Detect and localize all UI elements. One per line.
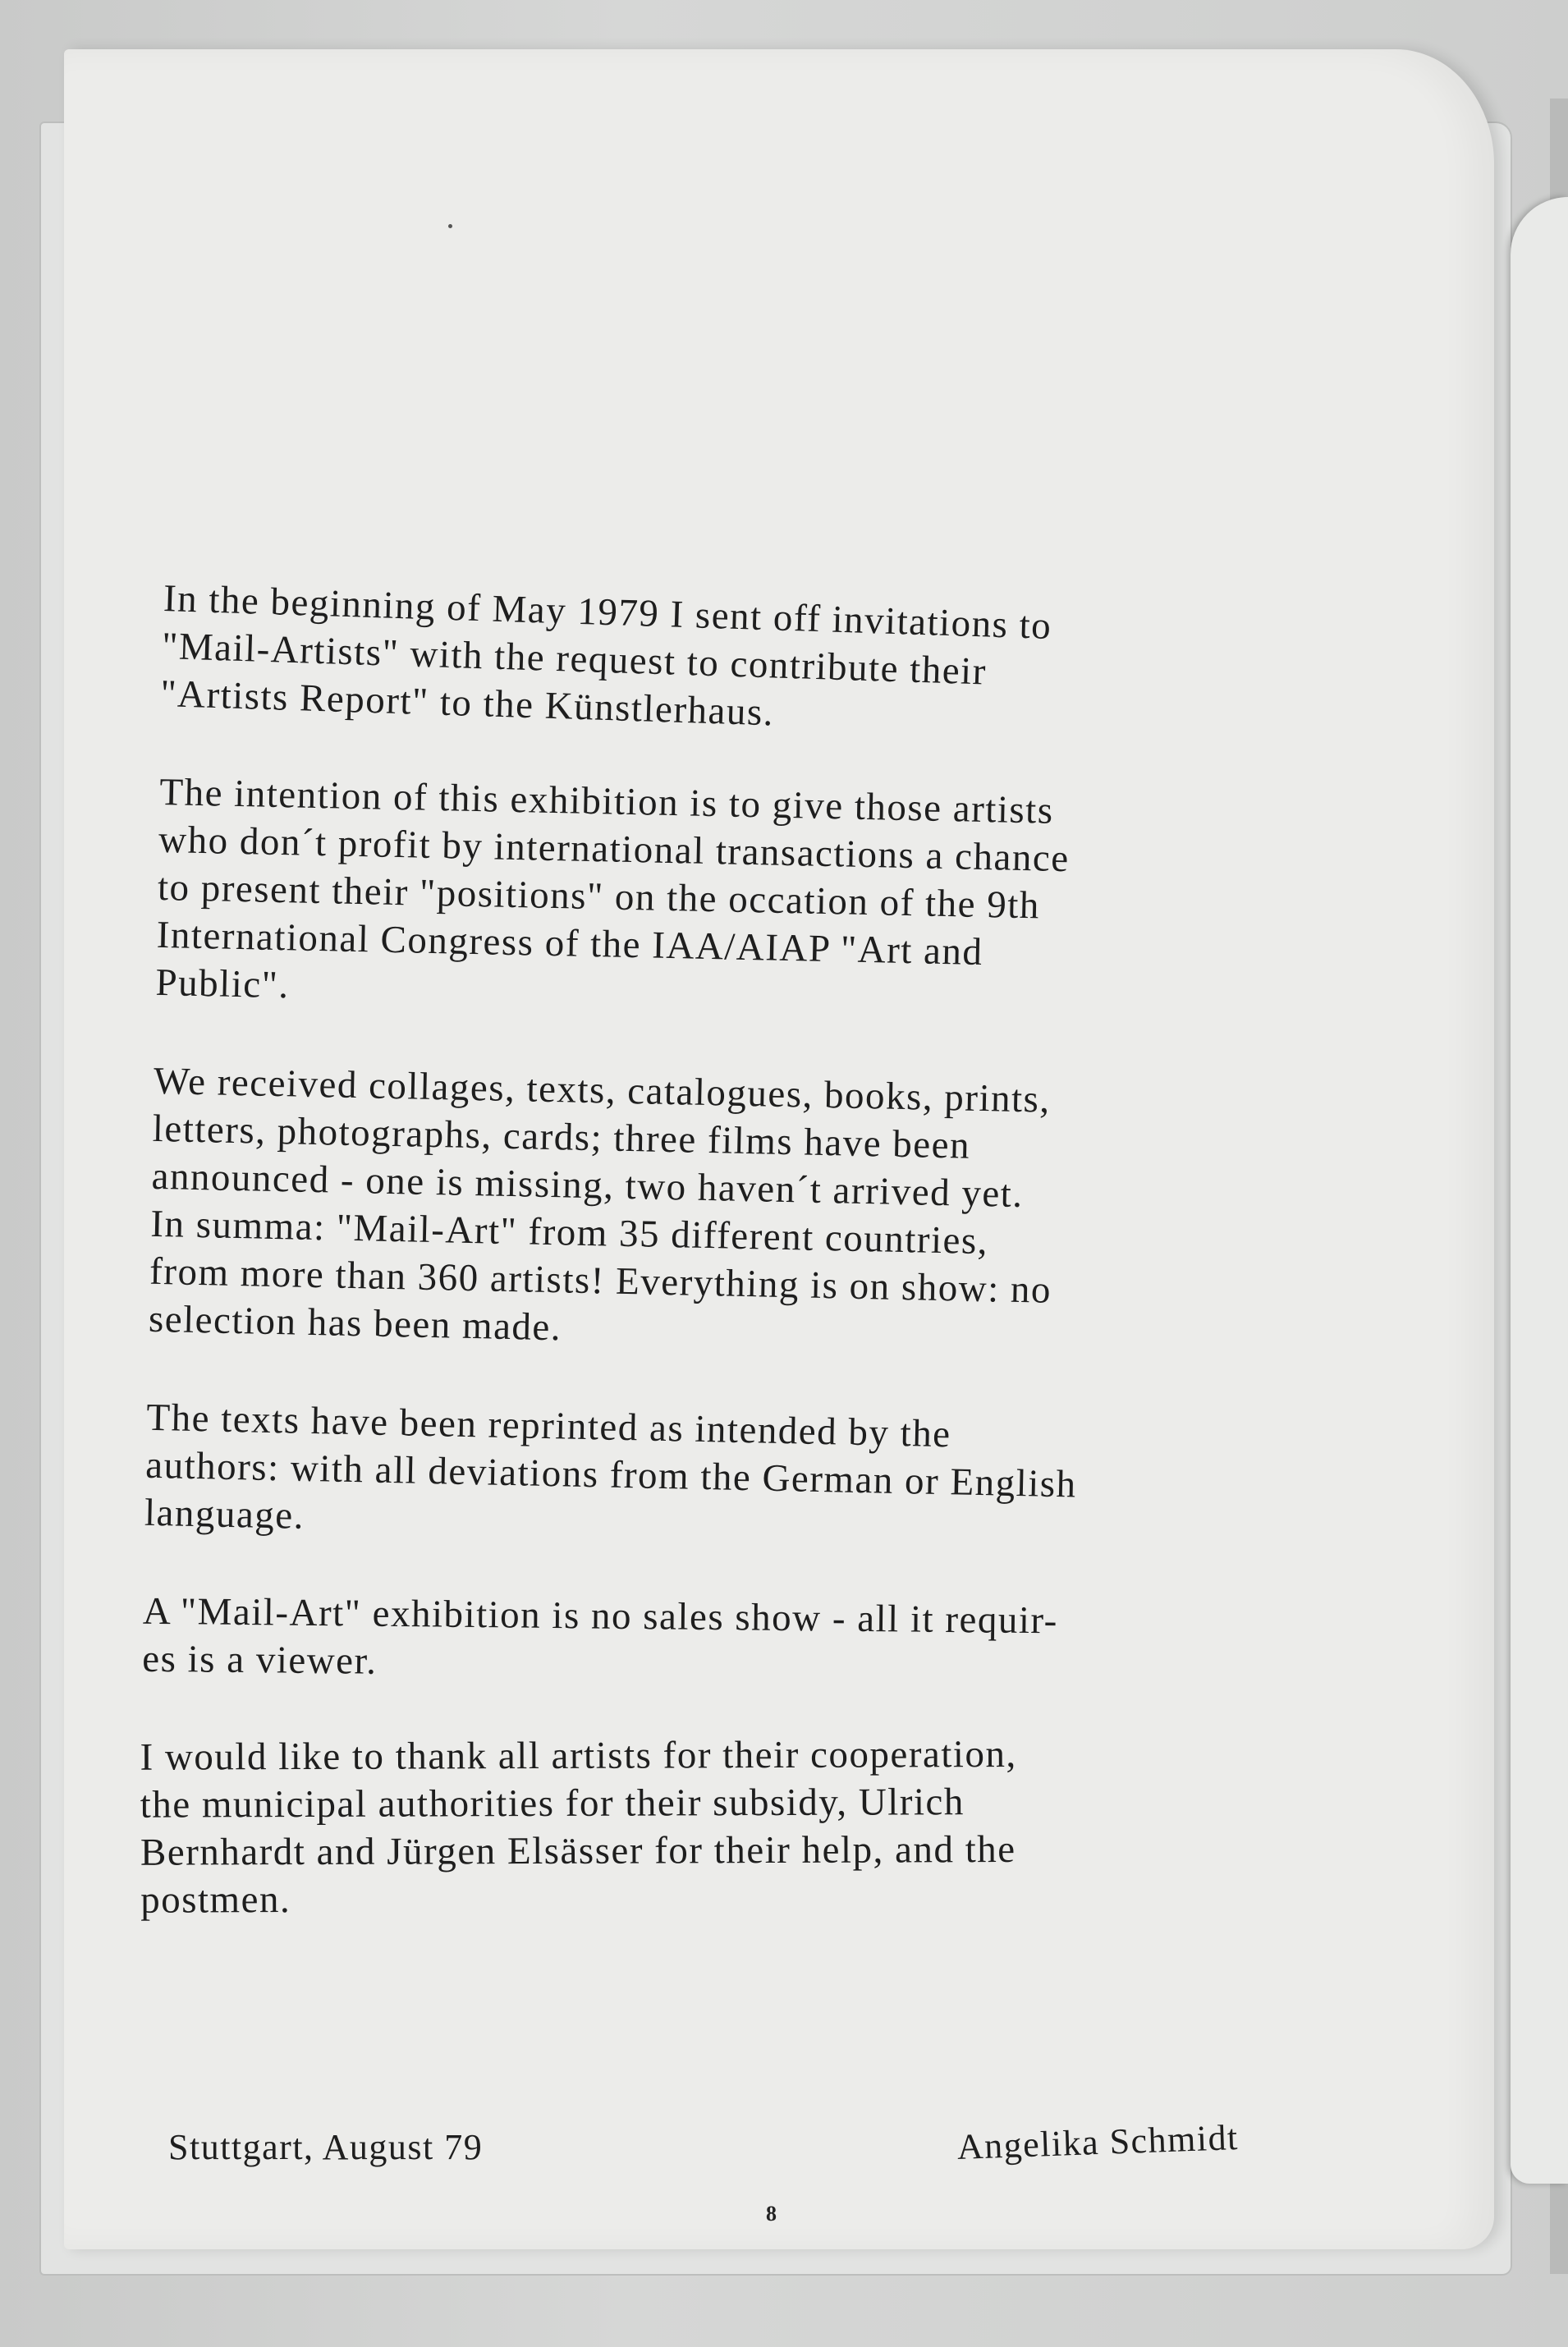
page-number: 8 <box>766 2202 777 2226</box>
paragraph-no-sales-show: A "Mail-Art" exhibition is no sales show - all it requir- es is a viewer. <box>141 1589 1059 1683</box>
body-text <box>135 575 1444 2001</box>
paragraph-texts-reprinted: The texts have been reprinted as intended by the authors: with all deviations from the German or English language. <box>144 1396 1078 1538</box>
paragraph-intention: The intention of this exhibition is to give those artists who don´t profit by international transactions a chance to present their "positions" on the occation of the 9th International Congress of the IAA/AIAP "Art and Public". <box>155 770 1071 1007</box>
ink-speck <box>448 224 452 228</box>
paragraph-received: We received collages, texts, catalogues, books, prints, letters, photographs, cards; three films have been announced - one is missing, two haven´t arrived yet. In summa: "Mail-Art" from 35 different countries, from more than 360 artists! Everything is on show: no selection has been made. <box>148 1059 1052 1350</box>
paragraph-thanks: I would like to thank all artists for their cooperation, the municipal authorities for their subsidy, Ulrich Bernhardt and Jürgen Elsässer for their help, and the postmen. <box>140 1732 1017 1922</box>
facing-page-edge <box>1511 197 1568 2184</box>
author-name: Angelika Schmidt <box>956 2117 1240 2167</box>
place-and-date: Stuttgart, August 79 <box>168 2127 484 2167</box>
signature-row <box>168 2117 1334 2184</box>
paragraph-invitations: In the beginning of May 1979 I sent off invitations to "Mail-Artists" with the request to contribute their "Artists Report" to the Künstlerhaus. <box>159 576 1053 735</box>
